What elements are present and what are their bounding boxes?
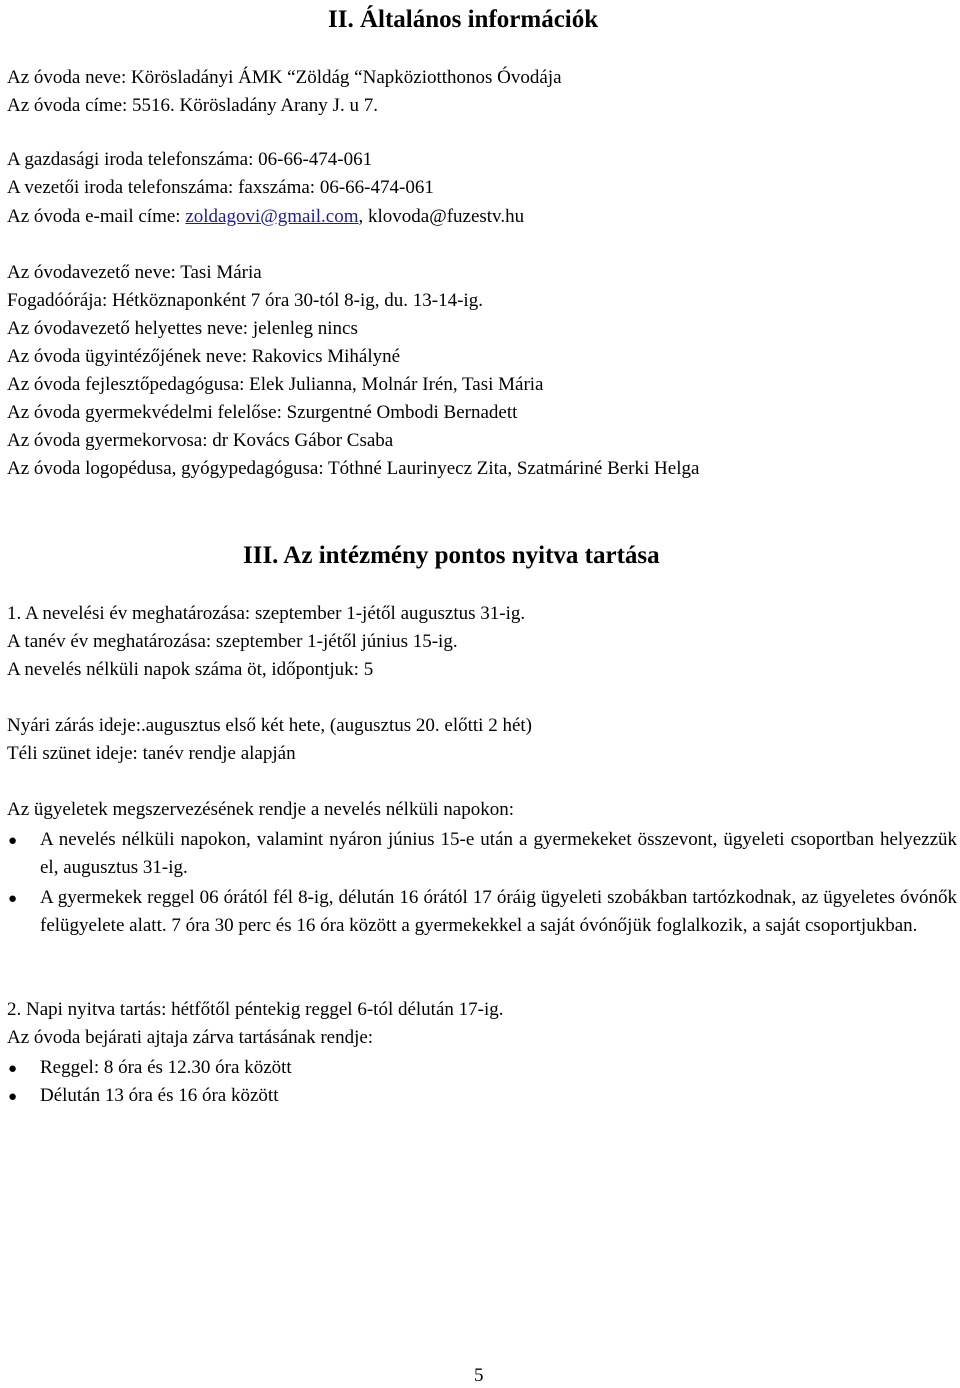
deputy-director: Az óvodavezető helyettes neve: jelenleg nincs <box>7 318 358 339</box>
page-number: 5 <box>474 1365 484 1386</box>
pediatrician: Az óvoda gyermekorvosa: dr Kovács Gábor Csaba <box>7 430 394 451</box>
director-name: Az óvodavezető neve: Tasi Mária <box>7 262 262 283</box>
email-link[interactable]: zoldagovi@gmail.com <box>185 206 359 227</box>
morning-closing: Reggel: 8 óra és 12.30 óra között <box>40 1057 292 1078</box>
section-3-title: III. Az intézmény pontos nyitva tartása <box>243 542 660 569</box>
kindergarten-address: Az óvoda címe: 5516. Körösladány Arany J. u 7. <box>7 95 378 116</box>
school-year: A tanév év meghatározása: szeptember 1-jétől június 15-ig. <box>7 631 458 652</box>
section-2-title: II. Általános információk <box>328 6 599 33</box>
office-phone: A gazdasági iroda telefonszáma: 06-66-474-061 <box>7 149 373 170</box>
bullet-icon: ● <box>8 1061 18 1077</box>
office-hours: Fogadóórája: Hétköznaponként 7 óra 30-tól 8-ig, du. 13-14-ig. <box>7 290 483 311</box>
door-closing-heading: Az óvoda bejárati ajtaja zárva tartásának rendje: <box>7 1027 374 1048</box>
email-label: Az óvoda e-mail címe: <box>7 206 186 227</box>
bullet-icon: ● <box>8 833 18 849</box>
speech-therapist: Az óvoda logopédusa, gyógypedagógusa: Tóthné Laurinyecz Zita, Szatmáriné Berki Helga <box>7 458 700 479</box>
administrator: Az óvoda ügyintézőjének neve: Rakovics Mihályné <box>7 346 401 367</box>
daily-opening-hours: 2. Napi nyitva tartás: hétfőtől péntekig reggel 6-tól délután 17-ig. <box>7 999 504 1020</box>
educational-year: 1. A nevelési év meghatározása: szeptember 1-jétől augusztus 31-ig. <box>7 603 526 624</box>
kindergarten-name: Az óvoda neve: Körösladányi ÁMK “Zöldág “Napköziotthonos Óvodája <box>7 67 562 88</box>
child-protection-officer: Az óvoda gyermekvédelmi felelőse: Szurgentné Ombodi Bernadett <box>7 402 518 423</box>
development-teachers: Az óvoda fejlesztőpedagógusa: Elek Julianna, Molnár Irén, Tasi Mária <box>7 374 544 395</box>
afternoon-closing: Délután 13 óra és 16 óra között <box>40 1085 279 1106</box>
bullet-icon: ● <box>8 891 18 907</box>
duty-bullet-1: A nevelés nélküli napokon, valamint nyáron június 15-e után a gyermekeket összevont, ügyeleti csoportban helyezzük el, augusztus 31-ig. <box>40 829 957 878</box>
summer-closure: Nyári zárás ideje:.augusztus első két hete, (augusztus 20. előtti 2 hét) <box>7 715 532 736</box>
email-secondary: , klovoda@fuzestv.hu <box>358 206 525 227</box>
duty-arrangement-heading: Az ügyeletek megszervezésének rendje a nevelés nélküli napokon: <box>7 799 514 820</box>
director-phone-fax: A vezetői iroda telefonszáma: faxszáma: 06-66-474-061 <box>7 177 434 198</box>
bullet-icon: ● <box>8 1089 18 1105</box>
non-teaching-days: A nevelés nélküli napok száma öt, időpontjuk: 5 <box>7 659 374 680</box>
winter-break: Téli szünet ideje: tanév rendje alapján <box>7 743 296 764</box>
email-line <box>7 205 524 229</box>
duty-bullet-2: A gyermekek reggel 06 órától fél 8-ig, délután 16 órától 17 óráig ügyeleti szobákban tartózkodnak, az ügyeletes óvónők felügyelete alatt. 7 óra 30 perc és 16 óra között a gyermekekkel a saját óvónőjük foglalkozik, a saját csoportjukban. <box>40 887 957 936</box>
